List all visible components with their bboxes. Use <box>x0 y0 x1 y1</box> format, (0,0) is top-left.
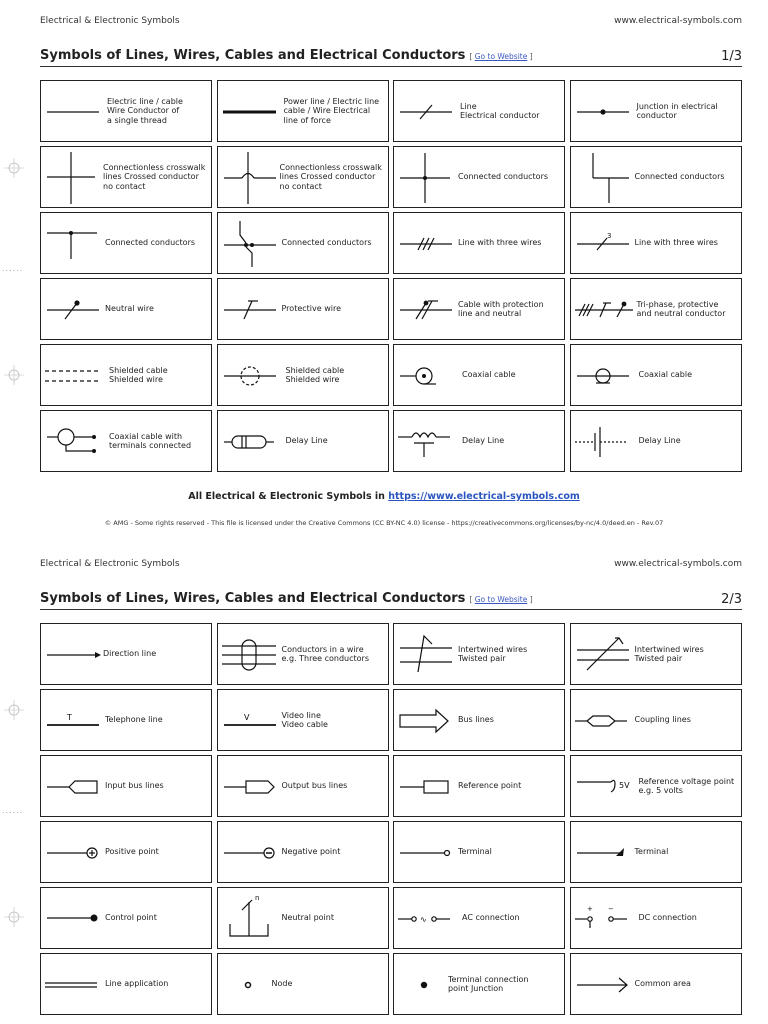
svg-text:∿: ∿ <box>420 915 427 924</box>
symbol-label: Common area <box>634 979 691 989</box>
symbol-cell <box>570 623 742 685</box>
license-text: © AMG - Some rights reserved - This file is licensed under the Creative Commons (CC BY-NC 4.0) license - https://creativecommons.org/licenses/by-nc/4.0/deed.en - Rev.07 <box>104 519 664 527</box>
symbol-label: Coupling lines <box>634 715 691 725</box>
symbol-cell <box>217 623 389 685</box>
symbol-label: Terminal <box>458 847 492 857</box>
symbol-label: Intertwined wires Twisted pair <box>458 644 528 663</box>
symbol-cell <box>217 887 389 949</box>
symbol-label: Node <box>271 979 293 989</box>
footer-all-symbols: All Electrical & Electronic Symbols in https://www.electrical-symbols.com <box>188 491 580 502</box>
svg-text:−: − <box>607 905 614 913</box>
margin-dots: ...... <box>2 264 24 273</box>
symbol-label: Delay Line <box>285 436 328 446</box>
symbol-cell <box>570 755 742 817</box>
page-title: Symbols of Lines, Wires, Cables and Electrical Conductors [ Go to Website ] <box>40 591 533 606</box>
symbol-cell <box>393 212 565 274</box>
symbol-cell <box>393 755 565 817</box>
symbol-label: Neutral point <box>281 913 334 923</box>
header-url[interactable]: www.electrical-symbols.com <box>614 559 742 569</box>
svg-text:3: 3 <box>606 232 611 240</box>
symbol-label: Delay Line <box>462 436 505 446</box>
symbol-label: Control point <box>105 913 157 923</box>
symbol-cell <box>217 146 389 208</box>
footer-link[interactable]: https://www.electrical-symbols.com <box>388 491 580 502</box>
symbol-label: Positive point <box>105 847 159 857</box>
symbol-label: Direction line <box>103 649 157 659</box>
symbol-cell <box>40 887 212 949</box>
symbol-cell <box>217 821 389 883</box>
header-site-name: Electrical & Electronic Symbols <box>40 16 180 26</box>
symbol-cell <box>570 80 742 142</box>
symbol-cell <box>393 953 565 1015</box>
symbol-cell <box>570 689 742 751</box>
symbol-label: Connectionless crosswalk lines Crossed conductor no contact <box>103 162 206 191</box>
symbol-cell <box>40 212 212 274</box>
svg-text:n: n <box>254 894 259 902</box>
header-url[interactable]: www.electrical-symbols.com <box>614 16 742 26</box>
symbol-cell <box>570 212 742 274</box>
page-title: Symbols of Lines, Wires, Cables and Electrical Conductors [ Go to Website ] <box>40 48 533 63</box>
symbol-cell <box>40 410 212 472</box>
title-rule <box>40 66 742 67</box>
symbol-label: Coaxial cable <box>638 370 693 380</box>
symbol-cell <box>40 344 212 406</box>
symbol-cell <box>40 623 212 685</box>
symbol-label: Coaxial cable <box>462 370 516 380</box>
symbol-cell <box>570 146 742 208</box>
symbol-cell <box>40 689 212 751</box>
symbol-label: Telephone line <box>105 715 163 725</box>
symbol-cell <box>217 410 389 472</box>
symbol-label: AC connection <box>462 913 520 923</box>
symbol-label: Output bus lines <box>281 781 348 791</box>
title-rule <box>40 609 742 610</box>
svg-text:T: T <box>67 713 72 722</box>
symbol-label: Line Electrical conductor <box>460 101 540 120</box>
registration-mark-icon <box>4 700 24 720</box>
symbol-label: Terminal connection point Junction <box>448 974 529 993</box>
symbol-label: Conductors in a wire e.g. Three conductors <box>281 644 369 663</box>
registration-mark-icon <box>4 158 24 178</box>
symbol-cell <box>393 689 565 751</box>
symbol-cell <box>570 887 742 949</box>
header-site-name: Electrical & Electronic Symbols <box>40 559 180 569</box>
symbol-label: Video line Video cable <box>281 710 328 729</box>
symbol-cell <box>217 953 389 1015</box>
symbol-cell <box>40 278 212 340</box>
svg-text:+: + <box>586 905 593 913</box>
symbol-cell <box>570 410 742 472</box>
symbol-label: Connectionless crosswalk lines Crossed conductor no contact <box>279 162 382 191</box>
symbol-label: Line with three wires <box>634 238 718 248</box>
symbol-label: Connected conductors <box>105 238 196 248</box>
symbol-cell <box>40 953 212 1015</box>
symbol-label: Connected conductors <box>281 238 372 248</box>
symbol-label: Coaxial cable with terminals connected <box>109 431 192 450</box>
symbol-label: Connected conductors <box>634 172 725 182</box>
page-number: 2/3 <box>721 592 742 607</box>
symbol-cell <box>393 146 565 208</box>
registration-mark-icon <box>4 907 24 927</box>
symbol-label: Neutral wire <box>105 304 154 314</box>
symbol-cell <box>217 344 389 406</box>
symbol-cell <box>393 80 565 142</box>
margin-dots: ...... <box>2 806 24 815</box>
symbol-cell <box>570 953 742 1015</box>
symbol-label: Terminal <box>634 847 669 857</box>
symbol-cell <box>217 80 389 142</box>
go-to-website: [ Go to Website ] <box>469 52 533 61</box>
symbol-cell <box>217 212 389 274</box>
symbol-cell <box>570 344 742 406</box>
symbol-label: DC connection <box>638 913 697 923</box>
symbol-cell <box>570 278 742 340</box>
symbol-label: Shielded cable Shielded wire <box>285 365 345 384</box>
symbol-label: Reference point <box>458 781 522 791</box>
symbol-cell <box>393 887 565 949</box>
symbol-cell <box>393 278 565 340</box>
symbol-cell <box>217 689 389 751</box>
registration-mark-icon <box>4 365 24 385</box>
symbol-label: Shielded cable Shielded wire <box>109 365 168 384</box>
symbol-label: Intertwined wires Twisted pair <box>634 644 704 663</box>
symbol-label: Line application <box>105 979 169 989</box>
symbol-cell <box>393 410 565 472</box>
symbol-cell <box>217 278 389 340</box>
symbol-cell <box>217 755 389 817</box>
go-to-website: [ Go to Website ] <box>469 595 533 604</box>
svg-text:5V: 5V <box>618 781 630 790</box>
symbol-label: Bus lines <box>458 715 494 725</box>
symbol-label: Junction in electrical conductor <box>636 101 718 120</box>
symbol-cell <box>393 623 565 685</box>
symbol-label: Negative point <box>281 847 341 857</box>
symbol-cell <box>40 821 212 883</box>
symbol-cell <box>393 821 565 883</box>
symbol-label: Delay Line <box>638 436 681 446</box>
symbol-label: Power line / Electric line cable / Wire Electrical line of force <box>283 96 380 125</box>
symbol-cell <box>40 146 212 208</box>
symbol-label: Tri-phase, protective and neutral conductor <box>636 299 726 318</box>
go-to-website-link[interactable]: Go to Website <box>474 595 528 604</box>
symbol-cell <box>393 344 565 406</box>
symbol-label: Line with three wires <box>458 238 542 248</box>
page-number: 1/3 <box>721 49 742 64</box>
symbol-label: Protective wire <box>281 304 342 314</box>
symbol-label: Cable with protection line and neutral <box>458 299 544 318</box>
symbol-label: Input bus lines <box>105 781 164 791</box>
symbol-cell <box>40 80 212 142</box>
symbol-cell <box>40 755 212 817</box>
symbol-label: Electric line / cable Wire Conductor of a single thread <box>107 96 183 125</box>
symbol-label: Connected conductors <box>458 172 549 182</box>
go-to-website-link[interactable]: Go to Website <box>474 52 528 61</box>
symbol-label: Reference voltage point e.g. 5 volts <box>638 776 735 795</box>
symbol-cell <box>570 821 742 883</box>
svg-text:V: V <box>243 713 249 722</box>
